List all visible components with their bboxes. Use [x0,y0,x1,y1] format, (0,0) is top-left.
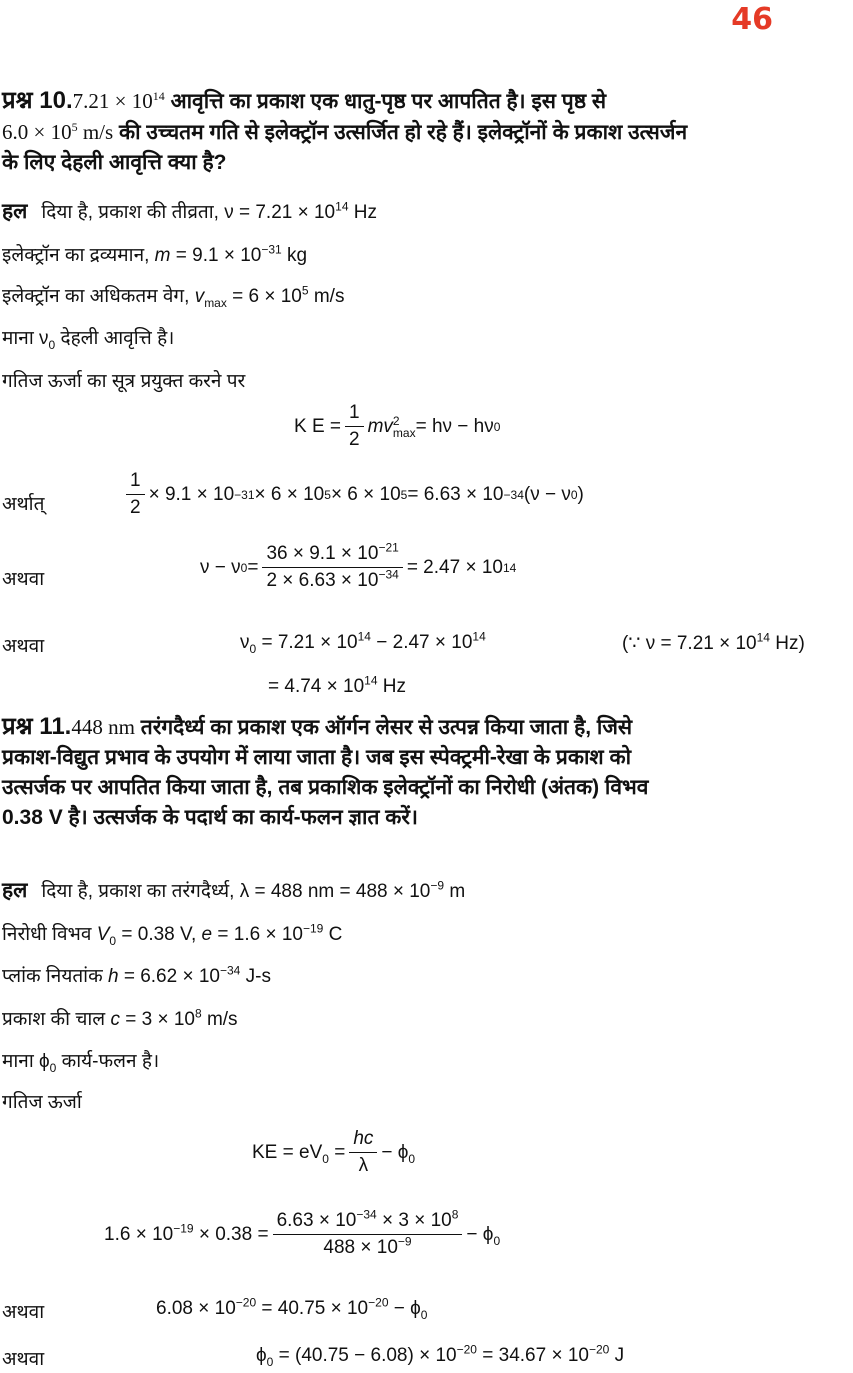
solution-10-formula-intro: गतिज ऊर्जा का सूत्र प्रयुक्त करने पर [2,371,246,392]
solution-11-assume: माना $\phi_0$ कार्य-फलन है। [2,1051,160,1075]
solution-11-ke-label: गतिज ऊर्जा [2,1092,82,1113]
question-11: प्रश्न 11.448 nm तरंगदैर्ध्य का प्रकाश एक ऑर्गन लेसर से उत्पन्न किया जाता है, जिसे प्रकाश-विद्युत प्रभाव के उपयोग में लाया जाता है। जब इस स्पेक्ट्रमी-रेखा के प्रकाश को उत्सर्जक पर आपतित किया जाता है, तब प्रकाशिक इलेक्ट्रॉनों का निरोधी (अंतक) विभव 0.38 V है। उत्सर्जक के पदार्थ का कार्य-फलन ज्ञात करें। [2,713,649,829]
page-number: 46 [731,2,773,37]
word-athva: अथवा [2,1349,45,1370]
solution-11-speed-of-light: प्रकाश की चाल $c = 3 \times 10^8$ m/s [2,1006,238,1030]
equation-10-3: $\nu_0 = 7.21 \times 10^{14} - 2.47 \times 10^{14}$ [240,629,486,656]
equation-11-1: $1.6 \times 10^{-19} \times 0.38$ = $\frac{6.63 \times 10^{-34} \times 3 \times 10^8}{488 \times 10^{-9}}$ − $\phi_0$ [104,1207,501,1258]
kinetic-energy-equation-11: KE = $eV_0$ = $\frac{hc}{\lambda}$ − $\phi_0$ [252,1128,416,1176]
q10-frequency: $7.21 \times 10^{14}$ [72,89,165,113]
kinetic-energy-formula: K E = $\frac{1}{2}$ mv 2 max = hν − hν 0 [294,402,501,450]
solution-label: हल [2,879,28,902]
word-athva: अथवा [2,636,45,657]
word-athva: अथवा [2,1302,45,1323]
equation-10-1: $\frac{1}{2}$ × 9.1 × 10 −31 × 6 × 10 5 × 6 × 10 5 = 6.63 × 10 −34 (ν − ν 0 ) [122,470,584,519]
solution-label: हल [2,200,28,223]
solution-11-wavelength: हल दिया है, प्रकाश का तरंगदैर्ध्य, λ = 488 nm = $488 \times 10^{-9}$ m [2,878,466,902]
solution-11-stopping-potential: निरोधी विभव $V_0 = 0.38$ V, $e = 1.6 \times 10^{-19}$ C [2,921,343,948]
question-10-label: प्रश्न 10. [2,87,73,114]
question-10: प्रश्न $10.7.21 \times 10^{14}$ आवृत्ति का प्रकाश एक धातु-पृष्ठ पर आपतित है। इस पृष्ठ से $6.0 \times 10^5$ m/s की उच्चतम गति से इलेक्ट्रॉन उत्सर्जित हो रहे हैं। इलेक्ट्रॉनों के प्रकाश उत्सर्जन के लिए देहली आवृत्ति क्या है? [2,87,688,174]
q10-speed: $6.0 \times 10^5$ m/s [2,120,114,144]
equation-10-2: ν − ν 0 = $\frac{36 \times 9.1 \times 10^{-21}}{2 \times 6.63 \times 10^{-34}}$ = 2.47 × 10 14 [200,540,517,591]
solution-10-assume: माना $\nu_0$ देहली आवृत्ति है। [2,328,175,352]
word-athva: अथवा [2,569,45,590]
question-11-label: प्रश्न 11. [2,713,72,740]
equation-10-note: (∵ $\nu = 7.21 \times 10^{14}$ Hz) [622,630,805,654]
equation-11-result: $\phi_0 = (40.75 - 6.08) \times 10^{-20} = 34.67 \times 10^{-20}$ J [256,1342,625,1369]
equation-10-result: = $4.74 \times 10^{14}$ Hz [268,673,407,697]
equation-11-2: $6.08 \times 10^{-20} = 40.75 \times 10^{-20} - \phi_0$ [156,1295,428,1322]
solution-10-electron-mass: इलेक्ट्रॉन का द्रव्यमान, $m = 9.1 \times 10^{-31}$ kg [2,242,308,266]
word-arthat: अर्थात् [2,494,45,515]
solution-10-given-frequency: हल दिया है, प्रकाश की तीव्रता, $\nu = 7.21 \times 10^{14}$ Hz [2,199,377,223]
solution-10-max-velocity: इलेक्ट्रॉन का अधिकतम वेग, $v_{max} = 6 \times 10^5$ m/s [2,283,345,310]
solution-11-planck-constant: प्लांक नियतांक $h = 6.62 \times 10^{-34}$ J-s [2,963,271,987]
